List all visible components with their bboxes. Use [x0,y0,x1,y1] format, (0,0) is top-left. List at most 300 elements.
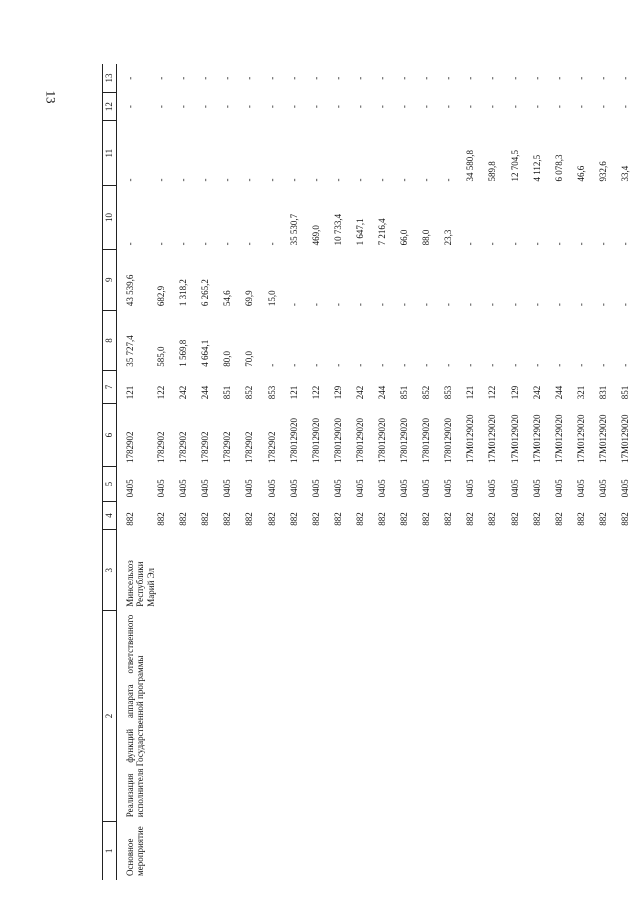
table-row [178,64,200,880]
table-row [289,64,311,880]
empty-cell [244,611,266,822]
empty-cell [222,821,244,880]
value-col11-cell: - [200,178,211,182]
section-code-cell: 0405 [376,479,387,498]
page-number: 13 [43,90,59,104]
section-code-cell: 0405 [222,479,233,498]
value-col9-cell: 6 265,2 [200,279,211,307]
value-col12-cell: - [244,105,255,109]
value-col10-cell: - [620,242,630,246]
section-code-cell: 0405 [443,479,454,498]
empty-cell [421,530,443,611]
value-col11-cell: - [156,178,167,182]
value-col8-cell: - [266,363,277,367]
value-col12-cell: - [531,105,542,109]
value-col13-cell: - [421,76,432,80]
empty-cell [620,821,640,880]
grbs-code-cell: 882 [465,512,476,526]
budget-table [102,64,640,880]
value-col10-cell: - [575,242,586,246]
table-row [200,64,222,880]
empty-cell [465,530,487,611]
value-col11-cell: - [125,178,135,182]
value-col13-cell: - [332,76,343,80]
value-col11-cell: 33,4 [620,165,630,182]
value-col13-cell: - [443,76,454,80]
value-col12-cell: - [200,105,211,109]
section-code-cell: 0405 [244,479,255,498]
target-article-cell: 1780129020 [354,417,365,463]
target-article-cell: 17M0129020 [597,414,608,463]
table-row [598,64,620,880]
value-col9-cell: - [443,303,454,307]
table-row [333,64,355,880]
value-col11-cell: - [310,178,321,182]
value-col11-cell: - [421,178,432,182]
column-header-6: 6 [103,403,117,467]
grbs-code-cell: 882 [620,512,630,526]
value-col9-cell: 15,0 [266,290,277,307]
column-header-2: 2 [103,611,117,822]
empty-cell [510,611,532,822]
empty-cell [443,611,465,822]
empty-cell [289,821,311,880]
empty-cell [443,530,465,611]
table-header [103,64,117,880]
empty-cell [333,530,355,611]
empty-cell [355,821,377,880]
section-code-cell: 0405 [487,479,498,498]
value-col13-cell: - [222,76,233,80]
grbs-code-cell: 882 [553,512,564,526]
value-col8-cell: 1 569,8 [178,339,189,367]
grbs-code-cell: 882 [288,512,299,526]
empty-cell [355,530,377,611]
value-col11-cell: - [266,178,277,182]
value-col12-cell: - [620,105,630,109]
section-code-cell: 0405 [553,479,564,498]
empty-cell [377,611,399,822]
value-col10-cell: - [531,242,542,246]
grbs-code-cell: 882 [125,512,135,526]
value-col12-cell: - [156,105,167,109]
value-col10-cell: - [553,242,564,246]
expense-type-cell: 129 [332,385,343,400]
expense-type-cell: 853 [266,385,277,400]
value-col8-cell: - [620,363,630,367]
target-article-cell: 1782902 [222,431,233,463]
value-col8-cell: - [509,363,520,367]
empty-cell [222,530,244,611]
empty-cell [333,611,355,822]
value-col13-cell: - [266,76,277,80]
table-row [620,64,640,880]
value-col10-cell: - [178,242,189,246]
table-row [576,64,598,880]
value-col13-cell: - [597,76,608,80]
grbs-code-cell: 882 [266,512,277,526]
value-col9-cell: 69,9 [244,290,255,307]
empty-cell [399,611,421,822]
value-col12-cell: - [575,105,586,109]
value-col8-cell: 585,0 [156,346,167,367]
section-code-cell: 0405 [200,479,211,498]
value-col13-cell: - [531,76,542,80]
value-col11-cell: - [376,178,387,182]
empty-cell [598,611,620,822]
expense-type-cell: 852 [244,385,255,400]
expense-type-cell: 121 [288,385,299,400]
value-col8-cell: - [597,363,608,367]
empty-cell [620,611,640,822]
table-row [399,64,421,880]
value-col8-cell: - [443,363,454,367]
section-code-cell: 0405 [399,479,410,498]
empty-cell [244,530,266,611]
empty-cell [377,821,399,880]
empty-cell [465,821,487,880]
expense-type-cell: 851 [399,385,410,400]
value-col8-cell: 4 664,1 [200,339,211,367]
section-code-cell: 0405 [620,479,630,498]
value-col9-cell: - [332,303,343,307]
value-col8-cell: 80,0 [222,351,233,367]
value-col9-cell: - [421,303,432,307]
value-col13-cell: - [310,76,321,80]
value-col11-cell: 6 078,3 [553,154,564,182]
empty-cell [222,611,244,822]
section-code-cell: 0405 [531,479,542,498]
value-col12-cell: - [509,105,520,109]
section-code-cell: 0405 [178,479,189,498]
value-col11-cell: - [354,178,365,182]
empty-cell [200,611,222,822]
empty-cell [487,611,509,822]
empty-cell [554,530,576,611]
expense-type-cell: 851 [620,385,630,400]
grbs-code-cell: 882 [200,512,211,526]
column-header-10: 10 [103,186,117,250]
value-col12-cell: - [178,105,189,109]
value-col11-cell: - [288,178,299,182]
empty-cell [333,821,355,880]
grbs-code-cell: 882 [487,512,498,526]
empty-cell [576,530,598,611]
value-col11-cell: - [332,178,343,182]
column-header-3: 3 [103,530,117,611]
column-header-8: 8 [103,310,117,371]
value-col11-cell: - [178,178,189,182]
value-col13-cell: - [509,76,520,80]
grbs-code-cell: 882 [575,512,586,526]
section-code-cell: 0405 [509,479,520,498]
value-col10-cell: 10 733,4 [332,213,343,246]
empty-cell [244,821,266,880]
value-col10-cell: 66,0 [399,229,410,246]
section-code-cell: 0405 [310,479,321,498]
empty-cell [156,611,178,822]
target-article-cell: 1780129020 [376,417,387,463]
empty-cell [421,611,443,822]
section-code-cell: 0405 [354,479,365,498]
value-col9-cell: - [354,303,365,307]
empty-cell [156,530,178,611]
target-article-cell: 17M0129020 [509,414,520,463]
table-row [421,64,443,880]
empty-cell [178,821,200,880]
value-col11-cell: 12 704,5 [509,150,520,182]
value-col10-cell: 469,0 [310,225,321,246]
grbs-code-cell: 882 [509,512,520,526]
empty-cell [576,821,598,880]
column-header-11: 11 [103,121,117,186]
value-col10-cell: - [244,242,255,246]
empty-cell [598,530,620,611]
value-col12-cell: - [222,105,233,109]
target-article-cell: 1782902 [244,431,255,463]
value-col9-cell: - [553,303,564,307]
target-article-cell: 1782902 [200,431,211,463]
value-col12-cell: - [354,105,365,109]
event-type-cell: Основное мероприятие [125,826,146,876]
value-col10-cell: 7 216,4 [376,218,387,246]
section-code-cell: 0405 [125,479,135,498]
empty-cell [510,821,532,880]
target-article-cell: 17M0129020 [531,414,542,463]
grbs-code-cell: 882 [421,512,432,526]
target-article-cell: 1782902 [156,431,167,463]
empty-cell [620,530,640,611]
section-code-cell: 0405 [575,479,586,498]
value-col12-cell: - [332,105,343,109]
value-col8-cell: - [332,363,343,367]
value-col12-cell: - [443,105,454,109]
section-code-cell: 0405 [266,479,277,498]
value-col8-cell: - [553,363,564,367]
value-col11-cell: - [399,178,410,182]
empty-cell [487,821,509,880]
value-col9-cell: 43 539,6 [125,274,135,307]
expense-type-cell: 242 [354,385,365,400]
value-col11-cell: 932,6 [597,161,608,182]
table-row [311,64,333,880]
value-col10-cell: - [156,242,167,246]
value-col10-cell: - [125,242,135,246]
value-col12-cell: - [421,105,432,109]
value-col10-cell: - [200,242,211,246]
empty-cell [200,821,222,880]
grbs-code-cell: 882 [399,512,410,526]
value-col13-cell: - [200,76,211,80]
table-row [267,64,289,880]
empty-cell [399,530,421,611]
value-col8-cell: - [421,363,432,367]
empty-cell [532,530,554,611]
value-col10-cell: - [266,242,277,246]
value-col9-cell: - [465,303,476,307]
value-col10-cell: - [509,242,520,246]
value-col8-cell: - [465,363,476,367]
value-col8-cell: 70,0 [244,351,255,367]
value-col12-cell: - [288,105,299,109]
table-row [222,64,244,880]
value-col8-cell: - [575,363,586,367]
table-row [117,64,157,880]
grbs-code-cell: 882 [376,512,387,526]
target-article-cell: 17M0129020 [620,414,630,463]
expense-type-cell: 122 [156,385,167,400]
empty-cell [443,821,465,880]
grbs-code-cell: 882 [222,512,233,526]
value-col9-cell: - [399,303,410,307]
value-col8-cell: - [531,363,542,367]
table-row [244,64,266,880]
table-row [465,64,487,880]
value-col12-cell: - [266,105,277,109]
value-col11-cell: 589,8 [487,161,498,182]
empty-cell [178,611,200,822]
grbs-code-cell: 882 [354,512,365,526]
value-col9-cell: - [597,303,608,307]
value-col9-cell: - [288,303,299,307]
value-col13-cell: - [125,76,135,80]
value-col9-cell: - [376,303,387,307]
value-col13-cell: - [465,76,476,80]
table-body [117,64,640,880]
grbs-code-cell: 882 [244,512,255,526]
empty-cell [267,821,289,880]
value-col13-cell: - [399,76,410,80]
value-col13-cell: - [288,76,299,80]
target-article-cell: 1780129020 [310,417,321,463]
expense-type-cell: 242 [178,385,189,400]
expense-type-cell: 831 [597,385,608,400]
rotated-table-sheet [102,64,630,880]
empty-cell [355,611,377,822]
empty-cell [532,821,554,880]
table-row [355,64,377,880]
grbs-code-cell: 882 [597,512,608,526]
empty-cell [532,611,554,822]
value-col9-cell: - [531,303,542,307]
target-article-cell: 1780129020 [399,417,410,463]
empty-cell [377,530,399,611]
value-col10-cell: - [465,242,476,246]
column-header-4: 4 [103,501,117,529]
value-col11-cell: 46,6 [575,165,586,182]
expense-type-cell: 244 [200,385,211,400]
target-article-cell: 1780129020 [288,417,299,463]
value-col12-cell: - [376,105,387,109]
value-col10-cell: 23,3 [443,229,454,246]
value-col9-cell: - [620,303,630,307]
empty-cell [289,611,311,822]
empty-cell [576,611,598,822]
value-col10-cell: 1 647,1 [354,218,365,246]
empty-cell [156,821,178,880]
value-col9-cell: 54,6 [222,290,233,307]
expense-type-cell: 121 [125,385,135,400]
value-col12-cell: - [465,105,476,109]
value-col13-cell: - [376,76,387,80]
value-col10-cell: - [597,242,608,246]
value-col12-cell: - [597,105,608,109]
expense-type-cell: 122 [310,385,321,400]
column-header-13: 13 [103,64,117,92]
empty-cell [487,530,509,611]
value-col8-cell: 35 727,4 [125,335,135,367]
value-col8-cell: - [399,363,410,367]
value-col12-cell: - [553,105,564,109]
column-header-7: 7 [103,371,117,403]
table-row [443,64,465,880]
value-col9-cell: - [487,303,498,307]
expense-type-cell: 121 [465,385,476,400]
value-col11-cell: - [222,178,233,182]
table-row [554,64,576,880]
value-col11-cell: 34 580,8 [465,150,476,182]
empty-cell [267,611,289,822]
empty-cell [311,821,333,880]
target-article-cell: 1782902 [125,431,135,463]
value-col13-cell: - [156,76,167,80]
value-col12-cell: - [399,105,410,109]
expense-type-cell: 852 [421,385,432,400]
value-col9-cell: - [310,303,321,307]
target-article-cell: 17M0129020 [575,414,586,463]
empty-cell [399,821,421,880]
table-row [532,64,554,880]
empty-cell [311,530,333,611]
value-col8-cell: - [288,363,299,367]
grbs-code-cell: 882 [178,512,189,526]
value-col10-cell: 35 530,7 [288,213,299,246]
column-header-5: 5 [103,467,117,501]
empty-cell [465,611,487,822]
value-col8-cell: - [376,363,387,367]
table-row [510,64,532,880]
empty-cell [554,611,576,822]
grbs-code-cell: 882 [443,512,454,526]
value-col12-cell: - [487,105,498,109]
value-col10-cell: - [487,242,498,246]
value-col8-cell: - [487,363,498,367]
empty-cell [421,821,443,880]
executor-cell: Минсельхоз Республики Марий Эл [125,560,156,607]
target-article-cell: 1782902 [178,431,189,463]
value-col9-cell: 682,9 [156,285,167,307]
value-col13-cell: - [553,76,564,80]
event-description-cell: Реализация функций аппарата ответственного исполнителя Государственной программы [125,614,146,818]
section-code-cell: 0405 [332,479,343,498]
value-col12-cell: - [125,105,135,109]
expense-type-cell: 244 [376,385,387,400]
grbs-code-cell: 882 [531,512,542,526]
target-article-cell: 1780129020 [443,417,454,463]
empty-cell [598,821,620,880]
target-article-cell: 17M0129020 [553,414,564,463]
expense-type-cell: 129 [509,385,520,400]
empty-cell [510,530,532,611]
grbs-code-cell: 882 [310,512,321,526]
target-article-cell: 1780129020 [421,417,432,463]
value-col11-cell: - [443,178,454,182]
value-col11-cell: 4 112,5 [531,154,542,182]
value-col11-cell: - [244,178,255,182]
target-article-cell: 17M0129020 [487,414,498,463]
section-code-cell: 0405 [465,479,476,498]
value-col12-cell: - [310,105,321,109]
